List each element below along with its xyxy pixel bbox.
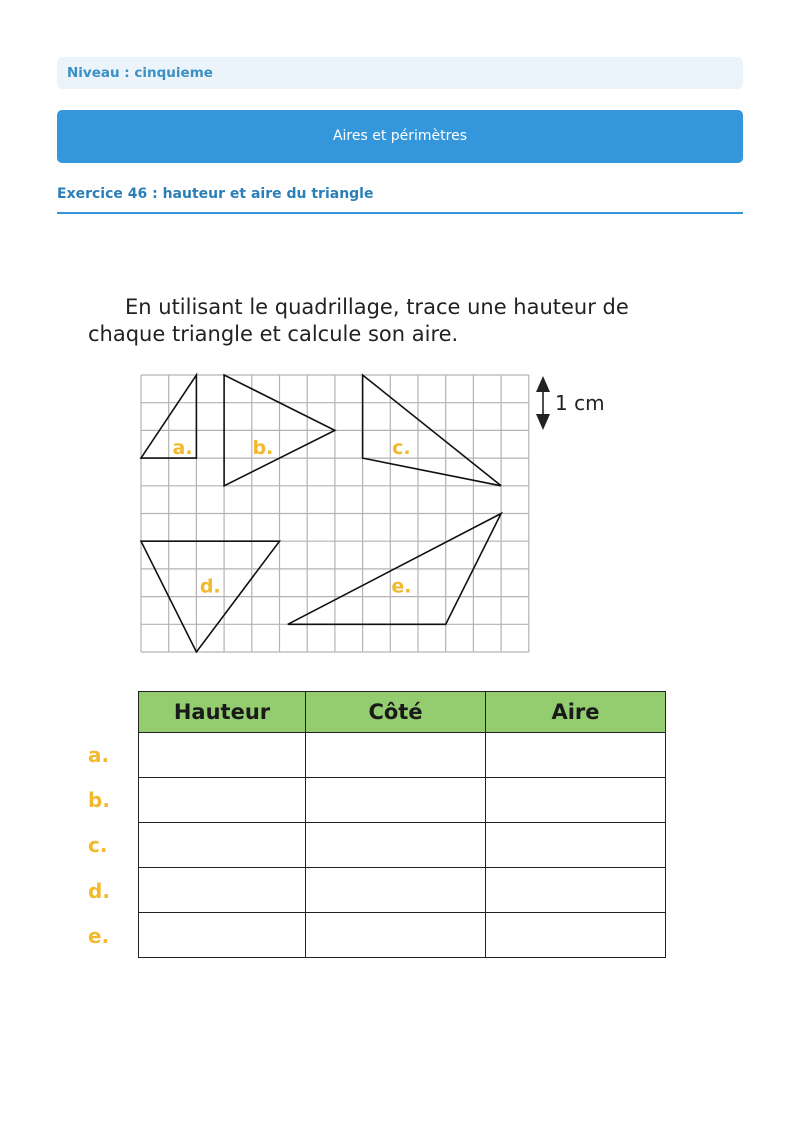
table-row — [139, 823, 666, 868]
scale-label: 1 cm — [555, 391, 605, 415]
triangle-label-d: d. — [199, 575, 221, 598]
answers-table — [138, 691, 666, 958]
triangle-label-a: a. — [172, 437, 193, 460]
answer-cell-c-aire[interactable] — [486, 823, 666, 868]
table-row — [139, 733, 666, 778]
answer-cell-e-aire[interactable] — [486, 913, 666, 958]
table-row — [139, 868, 666, 913]
chapter-title: Aires et périmètres — [332, 128, 468, 144]
answer-cell-e-hauteur[interactable] — [139, 913, 306, 958]
table-header-row — [139, 692, 666, 733]
header-cote: Côté — [306, 692, 486, 733]
answer-cell-e-cote[interactable] — [306, 913, 486, 958]
answer-cell-c-cote[interactable] — [306, 823, 486, 868]
table-row — [139, 913, 666, 958]
answer-cell-a-hauteur[interactable] — [139, 733, 306, 778]
row-label-c: c. — [88, 833, 108, 858]
answer-cell-d-cote[interactable] — [306, 868, 486, 913]
row-label-a: a. — [88, 743, 110, 767]
triangle-label-c: c. — [392, 437, 411, 460]
triangle-label-b: b. — [252, 437, 274, 460]
scale-arrow-up-icon — [536, 376, 550, 392]
answer-cell-c-hauteur[interactable] — [139, 823, 306, 868]
row-label-d: d. — [88, 878, 110, 903]
answer-cell-a-cote[interactable] — [306, 733, 486, 778]
instruction-text: En utilisant le quadrillage, trace une hauteur de chaque triangle et calcule son aire. — [88, 295, 629, 346]
exercise-title-text: Exercice 46 : hauteur et aire du triangle — [57, 186, 374, 202]
header-hauteur: Hauteur — [139, 692, 306, 733]
scale-arrow-down-icon — [536, 414, 550, 430]
answer-cell-b-aire[interactable] — [486, 778, 666, 823]
table-row — [139, 778, 666, 823]
triangle-label-e: e. — [391, 575, 412, 598]
answer-cell-b-hauteur[interactable] — [139, 778, 306, 823]
answer-cell-d-hauteur[interactable] — [139, 868, 306, 913]
row-label-e: e. — [88, 923, 110, 948]
row-label-b: b. — [88, 788, 110, 813]
answer-cell-d-aire[interactable] — [486, 868, 666, 913]
header-aire: Aire — [486, 692, 666, 733]
answer-cell-a-aire[interactable] — [486, 733, 666, 778]
answer-cell-b-cote[interactable] — [306, 778, 486, 823]
level-label: Niveau : cinquieme — [67, 65, 213, 81]
